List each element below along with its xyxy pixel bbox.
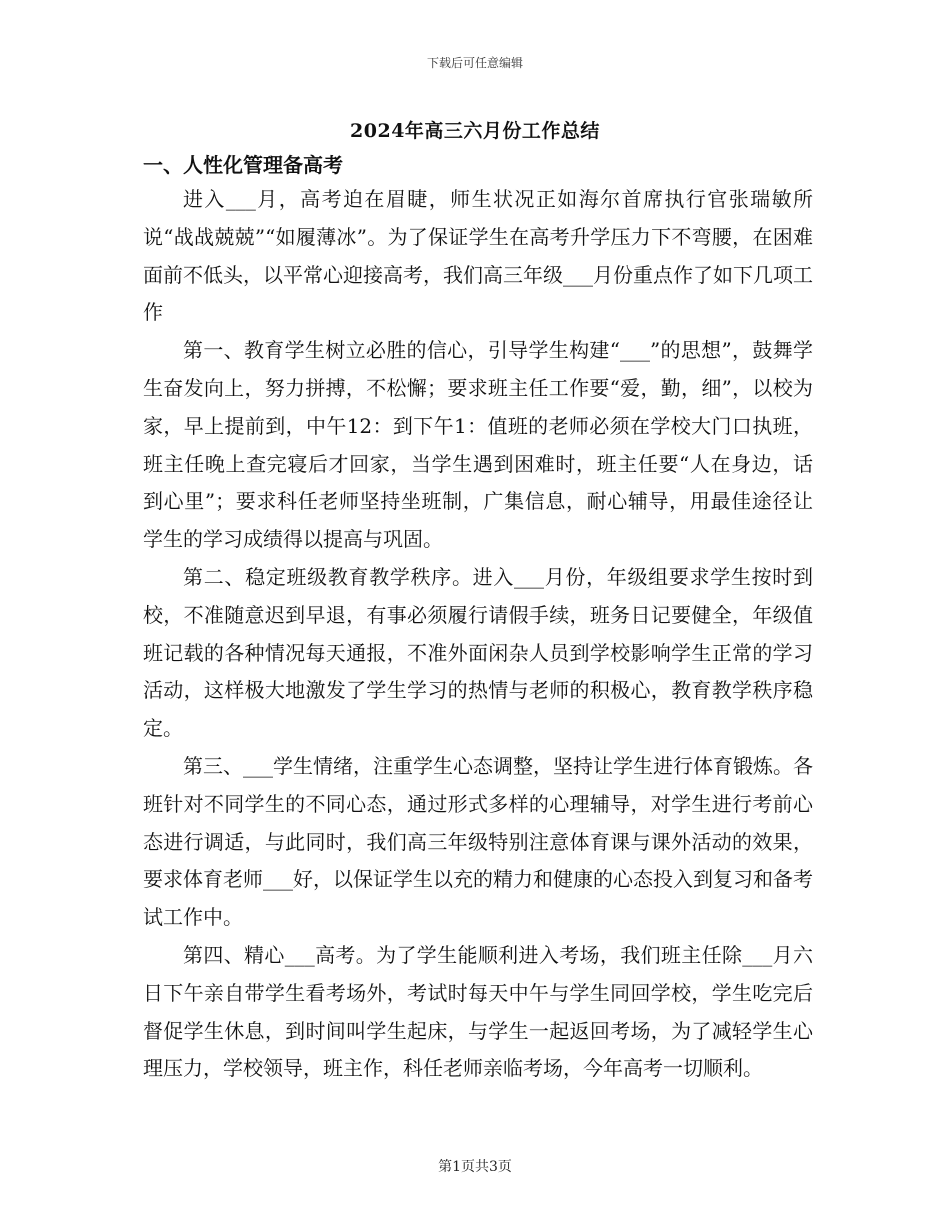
document-title: 2024年高三六月份工作总结 xyxy=(350,120,600,142)
page-header-note: 下载后可任意编辑 xyxy=(426,56,523,70)
paragraph-intro: 进入___月，高考迫在眉睫，师生状况正如海尔首席执行官张瑞敏所说“战战兢兢”“如履薄冰”。为了保证学生在高考升学压力下不弯腰，在困难面前不低头，以平常心迎接高考，我们高三年级___月份重点作了如下几项工作 xyxy=(143,187,813,325)
paragraph-fourth: 第四、精心___高考。为了学生能顺利进入考场，我们班主任除___月六日下午亲自带学生看考场外，考试时每天中午与学生同回学校，学生吃完后督促学生休息，到时间叫学生起床，与学生一起返回考场，为了减轻学生心理压力，学校领导，班主作，科任老师亲临考场，今年高考一切顺利。 xyxy=(143,942,813,1081)
paragraph-third: 第三、___学生情绪，注重学生心态调整，坚持让学生进行体育锻炼。各班针对不同学生的不同心态，通过形式多样的心理辅导，对学生进行考前心态进行调适，与此同时，我们高三年级特别注意体育课与课外活动的效果，要求体育老师___好，以保证学生以充的精力和健康的心态投入到复习和备考试工作中。 xyxy=(143,753,813,930)
paragraph-first: 第一、教育学生树立必胜的信心，引导学生构建“___”的思想”，鼓舞学生奋发向上，努力拼搏，不松懈；要求班主任工作要“爱，勤，细”，以校为家，早上提前到，中午12：到下午1：值班的老师必须在学校大门口执班，班主任晚上查完寝后才回家，当学生遇到困难时，班主任要“人在身边，话到心里”；要求科任老师坚持坐班制，广集信息，耐心辅导，用最佳途径让学生的学习成绩得以提高与巩固。 xyxy=(143,338,813,552)
document-body xyxy=(143,181,813,1088)
section-heading: 一、人性化管理备高考 xyxy=(143,153,343,177)
page-number: 第1页共3页 xyxy=(438,1159,512,1175)
paragraph-second: 第二、稳定班级教育教学秩序。进入___月份，年级组要求学生按时到校，不准随意迟到早退，有事必须履行请假手续，班务日记要健全，年级值班记载的各种情况每天通报，不准外面闲杂人员到学校影响学生正常的学习活动，这样极大地激发了学生学习的热情与老师的积极心，教育教学秩序稳定。 xyxy=(143,564,813,741)
